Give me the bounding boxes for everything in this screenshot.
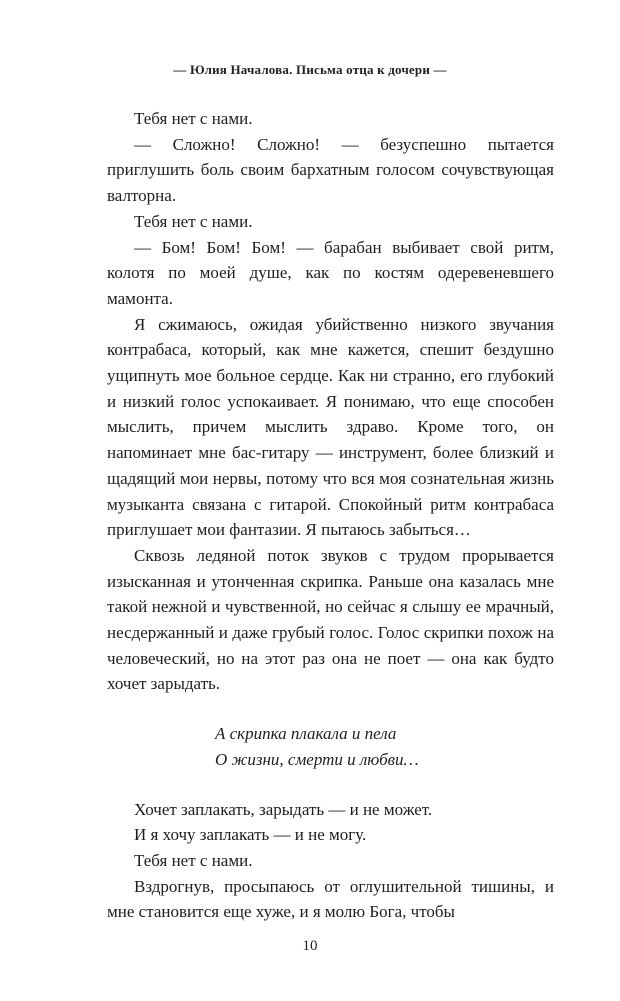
verse-block — [215, 721, 554, 772]
paragraph: Я сжимаюсь, ожидая убийственно низкого звучания контрабаса, который, как мне кажется, спешит бездушно ущипнуть мое больное сердце. Как ни странно, его глубокий и низкий голос успокаивает. Я понимаю, что еще способен мыслить, причем мыслить здраво. Кроме того, он напоминает мне бас-гитару — инструмент, более близкий и щадящий мои нервы, потому что вся моя сознательная жизнь музыканта связана с гитарой. Спокойный ритм контрабаса приглушает мои фантазии. Я пытаюсь забыться… — [107, 314, 554, 540]
paragraph: Хочет заплакать, зарыдать — и не может. — [134, 799, 433, 819]
paragraph: Тебя нет с нами. — [134, 850, 253, 870]
verse-line: О жизни, смерти и любви… — [215, 749, 419, 769]
paragraph: Вздрогнув, просыпаюсь от оглушительной тишины, и мне становится еще хуже, и я молю Бога, чтобы — [107, 876, 554, 922]
paragraph: Тебя нет с нами. — [134, 211, 253, 231]
paragraph: И я хочу заплакать — и не могу. — [134, 825, 367, 845]
verse-line: А скрипка плакала и пела — [215, 724, 397, 744]
text-block — [107, 106, 554, 925]
paragraph: Тебя нет с нами. — [134, 109, 253, 128]
paragraph: Сквозь ледяной поток звуков с трудом прорывается изысканная и утонченная скрипка. Раньше она казалась мне такой нежной и чувственной, но сейчас я слышу ее мрачный, несдержанный и даже грубый голос. Голос скрипки похож на человеческий, но на этот раз она не поет — она как будто хочет зарыдать. — [107, 545, 554, 694]
running-header: — Юлия Началова. Письма отца к дочери — — [173, 62, 447, 77]
paragraph: — Сложно! Сложно! — безуспешно пытается приглушить боль своим бархатным голосом сочувствующая валторна. — [107, 134, 554, 206]
paragraph: — Бом! Бом! Бом! — барабан выбивает свой ритм, колотя по моей душе, как по костям одеревеневшего мамонта. — [107, 237, 554, 308]
page-number: 10 — [302, 938, 318, 954]
